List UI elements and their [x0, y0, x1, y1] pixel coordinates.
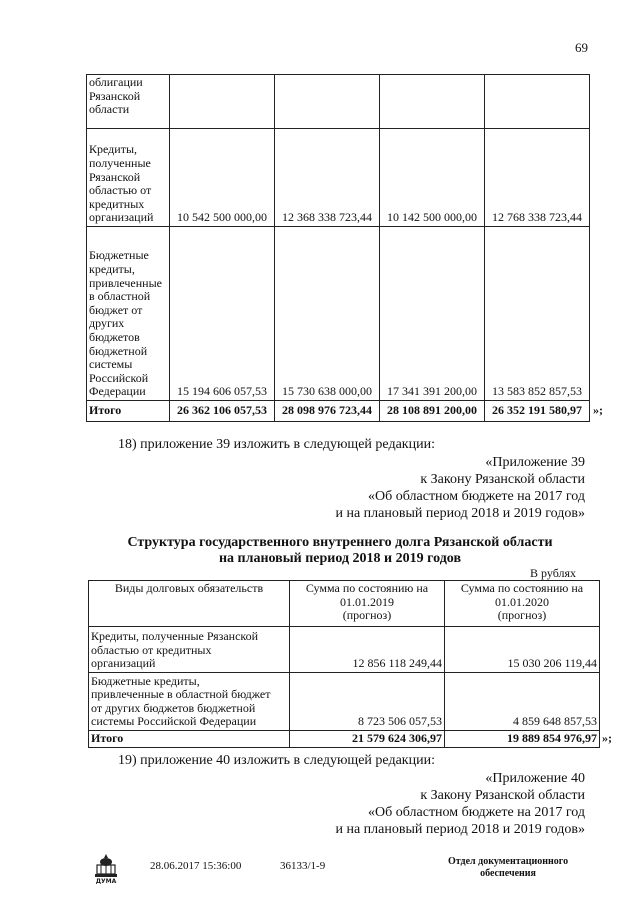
cell: 10 142 500 000,00 [380, 129, 485, 227]
footer-doc-id: 36133/1-9 [280, 860, 326, 872]
header-row [89, 581, 600, 627]
cell: 12 856 118 249,44 [290, 627, 445, 673]
table-row [89, 673, 600, 731]
total-cell: 26 352 191 580,97 »; [485, 401, 590, 422]
cell: 10 542 500 000,00 [170, 129, 275, 227]
total-cell: 26 362 106 057,53 [170, 401, 275, 422]
department-stamp: Отдел документационного обеспечения [448, 856, 569, 879]
row-label: Бюджетные кредиты, привлеченные в областной бюджет от других бюджетов бюджетной системы Российской Федерации [87, 227, 170, 401]
cell: 12 768 338 723,44 [485, 129, 590, 227]
cell: 12 368 338 723,44 [275, 129, 380, 227]
table-row [87, 75, 590, 129]
table-row [87, 129, 590, 227]
cell [275, 75, 380, 129]
total-label: Итого [87, 401, 170, 422]
logo-label: ДУМА [95, 878, 117, 884]
appendix-40-header: «Приложение 40 к Закону Рязанской области «Об областном бюджете на 2017 год и на плановый период 2018 и 2019 годов» [335, 771, 585, 837]
total-cell: 28 098 976 723,44 [275, 401, 380, 422]
cell: 17 341 391 200,00 [380, 227, 485, 401]
cell: 4 859 648 857,53 [445, 673, 600, 731]
total-row [89, 731, 600, 748]
units-label: В рублях [530, 566, 577, 580]
total-cell: 28 108 891 200,00 [380, 401, 485, 422]
paragraph-18: 18) приложение 39 изложить в следующей редакции: [118, 437, 435, 452]
footer-date: 28.06.2017 15:36:00 [150, 860, 242, 872]
total-cell: 21 579 624 306,97 [290, 731, 445, 748]
row-label: Кредиты, полученные Рязанской областью от кредитных организаций [87, 129, 170, 227]
cell [170, 75, 275, 129]
table-row [87, 227, 590, 401]
closing-quote: »; [593, 403, 603, 418]
cell: 15 194 606 057,53 [170, 227, 275, 401]
row-label: Бюджетные кредиты, привлеченные в областной бюджет от других бюджетов бюджетной системы Российской Федерации [89, 673, 290, 731]
section-title: Структура государственного внутреннего долга Рязанской области на плановый период 2018 и 2019 годов [127, 535, 553, 566]
row-label: облигации Рязанской области [87, 75, 170, 129]
cell [485, 75, 590, 129]
cell: 8 723 506 057,53 [290, 673, 445, 731]
column-header: Сумма по состоянию на 01.01.2020 (прогноз) [445, 581, 600, 627]
cell: 15 730 638 000,00 [275, 227, 380, 401]
closing-quote: »; [602, 731, 612, 745]
duma-logo-icon [92, 852, 120, 884]
column-header: Сумма по состоянию на 01.01.2019 (прогноз) [290, 581, 445, 627]
debt-structure-table [88, 580, 612, 748]
total-cell: 19 889 854 976,97 »; [445, 731, 600, 748]
cell [380, 75, 485, 129]
page-number: 69 [575, 40, 588, 55]
column-header: Виды долговых обязательств [89, 581, 290, 627]
total-label: Итого [89, 731, 290, 748]
row-label: Кредиты, полученные Рязанской областью от кредитных организаций [89, 627, 290, 673]
appendix-39-header: «Приложение 39 к Закону Рязанской области «Об областном бюджете на 2017 год и на плановый период 2018 и 2019 годов» [335, 455, 585, 521]
paragraph-19: 19) приложение 40 изложить в следующей редакции: [118, 753, 435, 768]
table-row [89, 627, 600, 673]
debt-table-continued [86, 74, 603, 422]
total-row [87, 401, 590, 422]
cell: 13 583 852 857,53 [485, 227, 590, 401]
cell: 15 030 206 119,44 [445, 627, 600, 673]
